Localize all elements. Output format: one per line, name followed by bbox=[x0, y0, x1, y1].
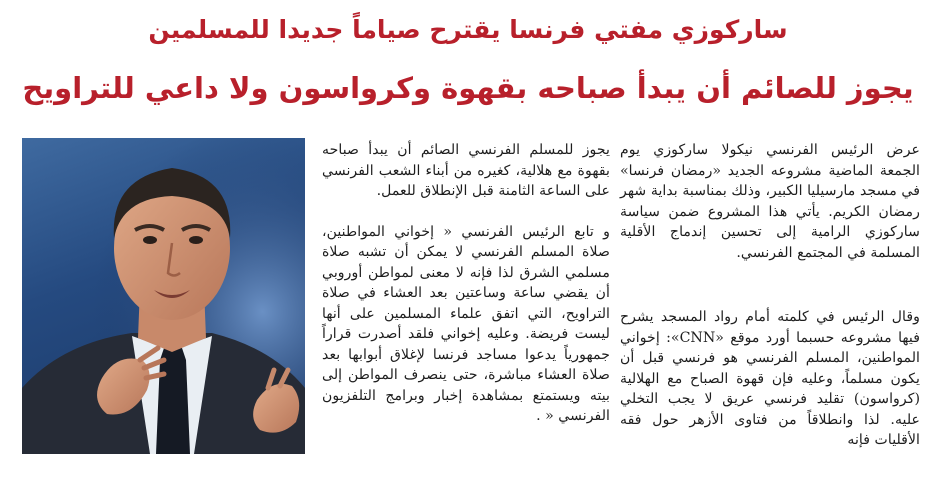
article-kicker: ساركوزي مفتي فرنسا يقترح صياماً جديدا للمسلمين bbox=[148, 15, 788, 44]
speaker-photo bbox=[22, 138, 305, 454]
article-paragraph: يجوز للمسلم الفرنسي الصائم أن يبدأ صباحه بقهوة مع هلالية، كغيره من أبناء الشعب الفرنسي على الساعة الثامنة قبل الإنطلاق للعمل. bbox=[322, 142, 610, 199]
article-paragraph: عرض الرئيس الفرنسي نيكولا ساركوزي يوم الجمعة الماضية مشروعه الجديد «رمضان فرنسا» في مسجد مارسيليا الكبير، وذلك بمناسبة بداية شهر رمضان الكريم. يأتي هذا المشروع ضمن سياسة ساركوزي الرامية إلى تحسين إندماج الأقلية المسلمة في المجتمع الفرنسي. bbox=[620, 142, 920, 261]
portrait-illustration bbox=[22, 138, 305, 454]
article-paragraph: وقال الرئيس في كلمته أمام رواد المسجد يشرح فيها مشروعه حسبما أورد موقع «CNN»: إخواني المواطنين، المسلم الفرنسي هو فرنسي قبل أن يكون مسلماً، وعليه فإن قهوة الصباح مع الهلالية (كرواسون) تقليد فرنسي عريق لا يجب التخلي عليه. لذا وانطلاقاً من فتاوى الأزهر حول فقه الأقليات فإنه bbox=[620, 309, 920, 448]
article-paragraph: و تابع الرئيس الفرنسي « إخواني المواطنين، صلاة المسلم الفرنسي لا يمكن أن تشبه صلاة مسلمي الشرق لذا فإنه لا معنى لمواطن أوروبي أن يقضي ساعة وساعتين بعد العشاء في صلاة التراويح، التي اتفق علماء المسلمين على أنها ليست فريضة. وعليه إخواني فلقد أصدرت قراراً جمهورياً يدعوا مساجد فرنسا لإغلاق أبوابها بعد صلاة العشاء مباشرة، حتى ينصرف المواطن إلى بيته ويستمتع بمشاهدة إخبار وبرامج التلفزيون الفرنسي « . bbox=[322, 223, 610, 424]
article-headline: يجوز للصائم أن يبدأ صباحه بقهوة وكرواسون ولا داعي للتراويح bbox=[22, 71, 914, 105]
article-column-right bbox=[620, 140, 920, 451]
article-column-middle bbox=[322, 140, 610, 427]
